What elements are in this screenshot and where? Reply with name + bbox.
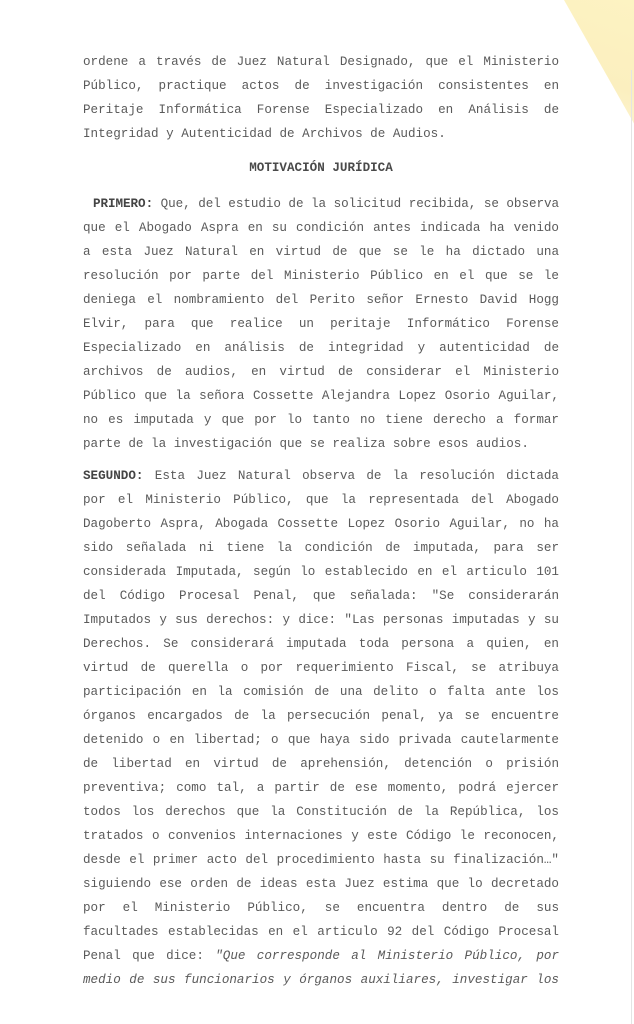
text-line: tratados o convenios internaciones y este Código le reconocen, bbox=[83, 829, 559, 843]
text-line: órganos encargados de la persecución penal, ya se encuentre bbox=[83, 709, 559, 723]
paragraph-label: SEGUNDO: bbox=[83, 469, 144, 483]
page-edge bbox=[631, 70, 632, 1024]
text-line: Elvir, para que realice un peritaje Informático Forense bbox=[83, 317, 559, 331]
text-line: todos los derechos que la Constitución de la República, los bbox=[83, 805, 559, 819]
paragraph-primero bbox=[83, 192, 559, 456]
text-line: siguiendo ese orden de ideas esta Juez estima que lo decretado bbox=[83, 877, 559, 891]
text-line: de libertad en virtud de aprehensión, detención o prisión bbox=[83, 757, 559, 771]
text-line: del Código Procesal Penal, que señalada: "Se considerarán bbox=[83, 589, 559, 603]
text-line: ordene a través de Juez Natural Designado, que el Ministerio bbox=[83, 55, 559, 69]
text-line bbox=[83, 464, 559, 488]
text-line: Especializado en análisis de integridad y autenticidad de bbox=[83, 341, 559, 355]
text-span: Que, del estudio de la solicitud recibida, se observa bbox=[153, 197, 559, 211]
text-line: detenido o en libertad; o que haya sido privada cautelarmente bbox=[83, 733, 559, 747]
quoted-text-line: medio de sus funcionarios y órganos auxiliares, investigar los bbox=[83, 973, 559, 987]
text-line: deniega el nombramiento del Perito señor Ernesto David Hogg bbox=[83, 293, 559, 307]
quoted-text: "Que corresponde al Ministerio Público, por bbox=[215, 949, 559, 963]
text-line: facultades establecidas en el articulo 92 del Código Procesal bbox=[83, 925, 559, 939]
page-fold-corner bbox=[564, 0, 634, 130]
text-line: preventiva; como tal, a partir de ese momento, podrá ejercer bbox=[83, 781, 559, 795]
text-line: virtud de querella o por requerimiento Fiscal, se atribuya bbox=[83, 661, 559, 675]
text-line: por el Ministerio Público, se encuentra dentro de sus bbox=[83, 901, 559, 915]
text-line: Público, practique actos de investigación consistentes en bbox=[83, 79, 559, 93]
text-line: Dagoberto Aspra, Abogada Cossette Lopez Osorio Aguilar, no ha bbox=[83, 517, 559, 531]
document-page bbox=[83, 50, 559, 1000]
text-line: resolución por parte del Ministerio Público en el que se le bbox=[83, 269, 559, 283]
paragraph-segundo bbox=[83, 464, 559, 992]
text-line: archivos de audios, en virtud de considerar el Ministerio bbox=[83, 365, 559, 379]
text-line: que el Abogado Aspra en su condición antes indicada ha venido bbox=[83, 221, 559, 235]
text-span: Penal que dice: bbox=[83, 949, 216, 963]
text-line: Integridad y Autenticidad de Archivos de Audios. bbox=[83, 127, 446, 141]
text-line: por el Ministerio Público, que la representada del Abogado bbox=[83, 493, 559, 507]
text-line: Público que la señora Cossette Alejandra Lopez Osorio Aguilar, bbox=[83, 389, 559, 403]
text-line bbox=[83, 944, 559, 968]
text-line: Peritaje Informática Forense Especializado en Análisis de bbox=[83, 103, 559, 117]
text-line: Imputados y sus derechos: y dice: "Las personas imputadas y su bbox=[83, 613, 559, 627]
text-line: sido señalada ni tiene la condición de imputada, para ser bbox=[83, 541, 559, 555]
intro-paragraph bbox=[83, 50, 559, 146]
text-line: no es imputada y que por lo tanto no tiene derecho a formar bbox=[83, 413, 559, 427]
text-line: considerada Imputada, según lo establecido en el articulo 101 bbox=[83, 565, 559, 579]
section-heading: MOTIVACIÓN JURÍDICA bbox=[249, 161, 393, 175]
paragraph-label: PRIMERO: bbox=[93, 197, 154, 211]
text-line: Derechos. Se considerará imputada toda persona a quien, en bbox=[83, 637, 559, 651]
text-span: Esta Juez Natural observa de la resolución dictada bbox=[143, 469, 559, 483]
text-line: desde el primer acto del procedimiento hasta su finalización…" bbox=[83, 853, 559, 867]
text-line: a esta Juez Natural en virtud de que se le ha dictado una bbox=[83, 245, 559, 259]
text-line bbox=[83, 192, 559, 216]
text-line: participación en la comisión de una delito o falta ante los bbox=[83, 685, 559, 699]
text-line: parte de la investigación que se realiza sobre esos audios. bbox=[83, 437, 529, 451]
